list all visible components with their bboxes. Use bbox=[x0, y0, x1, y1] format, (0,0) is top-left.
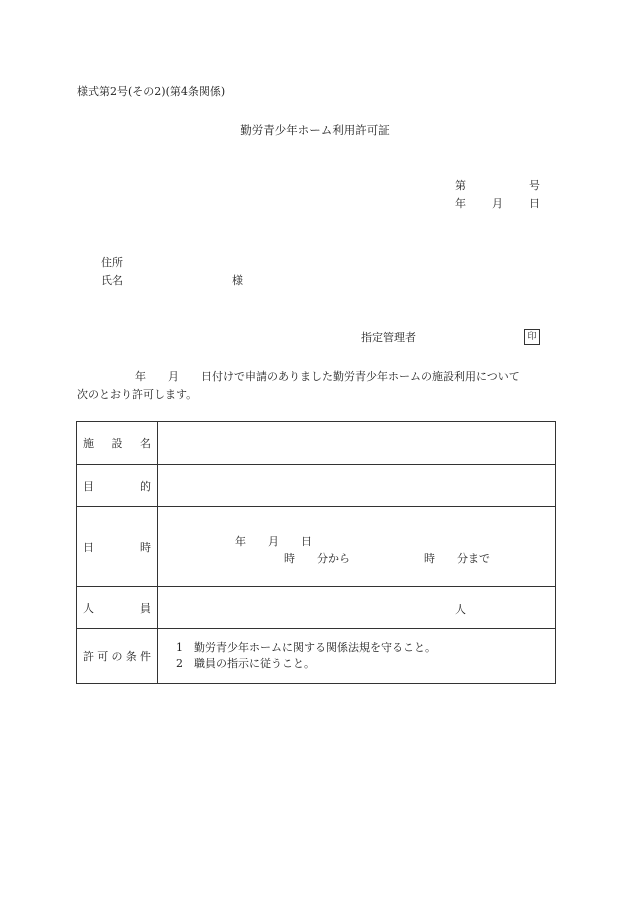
conditions-label-char: 条 bbox=[125, 650, 137, 663]
doc-no-suffix: 号 bbox=[529, 179, 540, 192]
datetime-label-char: 時 bbox=[140, 540, 151, 554]
people-label-char: 員 bbox=[140, 601, 151, 615]
conditions-label bbox=[77, 629, 158, 684]
datetime-date: 年 月 日 bbox=[235, 535, 312, 548]
honorific: 様 bbox=[232, 274, 243, 287]
permit-table bbox=[76, 421, 556, 684]
issue-date-month: 月 bbox=[492, 197, 503, 210]
condition-number: 2 bbox=[176, 657, 183, 670]
conditions-label-char: 可 bbox=[97, 650, 109, 663]
condition-text: 職員の指示に従うこと。 bbox=[194, 657, 315, 670]
datetime-from: 時 分から bbox=[284, 552, 350, 565]
body-text-line2: 次のとおり許可します。 bbox=[77, 388, 198, 401]
table-row-datetime bbox=[77, 507, 556, 587]
conditions-value bbox=[158, 629, 556, 684]
condition-item bbox=[158, 656, 555, 672]
condition-number: 1 bbox=[176, 641, 183, 654]
facility-label-char: 名 bbox=[140, 437, 151, 450]
issue-date-year: 年 bbox=[455, 197, 466, 210]
issue-date-day: 日 bbox=[529, 197, 540, 210]
issuer-label: 指定管理者 bbox=[361, 331, 416, 344]
datetime-to: 時 分まで bbox=[424, 552, 490, 565]
purpose-label-char: 目 bbox=[83, 479, 94, 493]
facility-label-char: 施 bbox=[83, 437, 94, 450]
address-label: 住所 bbox=[101, 256, 123, 269]
name-label: 氏名 bbox=[101, 274, 123, 287]
people-value bbox=[158, 587, 556, 629]
condition-item bbox=[158, 640, 555, 656]
table-row-facility bbox=[77, 422, 556, 465]
facility-label-char: 設 bbox=[111, 437, 123, 450]
body-text-line1: 年 月 日付けで申請のありました勤労青少年ホームの施設利用について bbox=[135, 370, 520, 383]
facility-value bbox=[158, 422, 556, 465]
purpose-value bbox=[158, 465, 556, 507]
people-unit: 人 bbox=[455, 603, 466, 616]
conditions-label-char: 許 bbox=[83, 650, 94, 663]
table-row-purpose bbox=[77, 465, 556, 507]
condition-text: 勤労青少年ホームに関する関係法規を守ること。 bbox=[194, 641, 436, 654]
datetime-value bbox=[158, 507, 556, 587]
purpose-label-char: 的 bbox=[140, 479, 151, 493]
document-number bbox=[455, 179, 540, 193]
purpose-label bbox=[77, 465, 158, 507]
conditions-label-char: 件 bbox=[140, 650, 151, 663]
page-title: 勤労青少年ホーム利用許可証 bbox=[240, 123, 390, 137]
datetime-label-char: 日 bbox=[83, 540, 94, 554]
facility-label bbox=[77, 422, 158, 465]
people-label bbox=[77, 587, 158, 629]
seal-mark: 印 bbox=[524, 329, 540, 345]
datetime-label bbox=[77, 507, 158, 587]
form-number: 様式第2号(その2)(第4条関係) bbox=[77, 85, 226, 98]
issue-date bbox=[455, 197, 540, 211]
doc-no-prefix: 第 bbox=[455, 179, 466, 192]
table-row-people bbox=[77, 587, 556, 629]
table-row-conditions bbox=[77, 629, 556, 684]
conditions-label-char: の bbox=[111, 650, 123, 663]
people-label-char: 人 bbox=[83, 601, 94, 615]
